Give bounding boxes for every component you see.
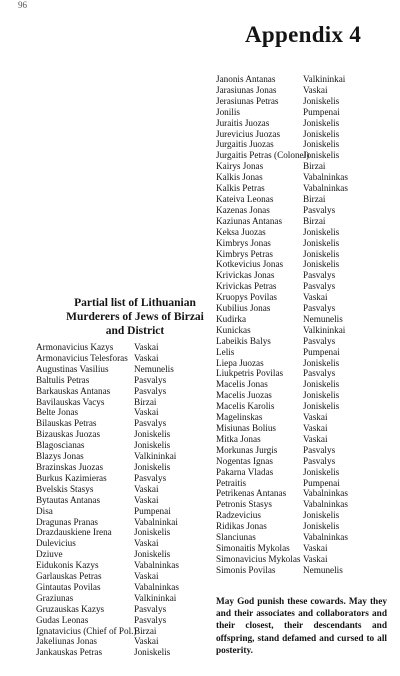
town-name: Vaskai — [134, 538, 159, 549]
list-item — [36, 386, 226, 397]
person-name: Gruzauskas Kazys — [36, 603, 105, 614]
town-name: Vabalninkas — [303, 172, 348, 183]
list-item — [216, 150, 386, 161]
person-name: Dziuve — [36, 549, 63, 560]
person-name: Graziunas — [36, 592, 74, 603]
town-name: Vaskai — [134, 483, 159, 494]
list-item — [36, 418, 226, 429]
list-item — [36, 636, 226, 647]
town-name: Pasvalys — [303, 270, 336, 281]
person-name: Gintautas Povilas — [36, 581, 101, 592]
town-name: Joniskelis — [134, 647, 171, 658]
person-name: Simonaitis Mykolas — [216, 542, 290, 553]
list-item — [216, 85, 386, 96]
person-name: Juraitis Juozas — [216, 117, 270, 128]
town-name: Joniskelis — [303, 521, 340, 532]
town-name: Pasvalys — [134, 374, 167, 385]
list-item — [216, 281, 386, 292]
list-item — [216, 347, 386, 358]
town-name: Joniskelis — [303, 237, 340, 248]
list-item — [216, 478, 386, 489]
list-item — [36, 517, 226, 528]
town-name: Vaskai — [303, 553, 328, 564]
town-name: Joniskelis — [303, 226, 340, 237]
person-name: Drazdauskiene Irena — [36, 527, 112, 538]
list-item — [36, 538, 226, 549]
list-item — [216, 456, 386, 467]
list-item — [36, 506, 226, 517]
person-name: Dragunas Pranas — [36, 516, 98, 527]
list-item — [36, 647, 226, 658]
town-name: Pumpenai — [303, 106, 340, 117]
list-item — [36, 342, 226, 353]
town-name: Joniskelis — [134, 527, 171, 538]
list-item — [36, 604, 226, 615]
list-item — [36, 451, 226, 462]
town-name: Vaskai — [303, 84, 328, 95]
person-name: Kalkis Jonas — [216, 172, 263, 183]
list-item — [216, 358, 386, 369]
person-name: Disa — [36, 505, 53, 516]
heading-line: and District — [105, 325, 165, 337]
person-name: Kotkevicius Jonas — [216, 259, 284, 270]
town-name: Joniskelis — [303, 117, 340, 128]
list-item — [216, 183, 386, 194]
list-item — [216, 423, 386, 434]
list-item — [216, 238, 386, 249]
person-name: Jurevicius Juozas — [216, 128, 281, 139]
person-name: Bizauskas Juozas — [36, 429, 101, 440]
town-name: Joniskelis — [303, 466, 340, 477]
person-name: Janonis Antanas — [216, 74, 276, 84]
person-name: Lelis — [216, 346, 235, 357]
list-item — [216, 445, 386, 456]
list-item — [216, 216, 386, 227]
list-item — [216, 205, 386, 216]
list-item — [216, 194, 386, 205]
town-name: Joniskelis — [303, 390, 340, 401]
town-name: Vabalninkas — [134, 581, 179, 592]
person-name: Simonis Povilas — [216, 564, 276, 575]
list-item — [216, 303, 386, 314]
list-item — [36, 571, 226, 582]
person-name: Petronis Stasys — [216, 499, 272, 510]
person-name: Eidukonis Kazys — [36, 560, 99, 571]
list-item — [216, 554, 386, 565]
page-number: 96 — [18, 0, 27, 10]
town-name: Joniskelis — [134, 549, 171, 560]
town-name: Vaskai — [303, 412, 328, 423]
town-name: Vabalninkas — [303, 183, 348, 194]
town-name: Pasvalys — [134, 603, 167, 614]
person-name: Kubilius Jonas — [216, 303, 271, 314]
person-name: Liepa Juozas — [216, 357, 264, 368]
list-item — [216, 543, 386, 554]
town-name: Pasvalys — [134, 614, 167, 625]
person-name: Dulevicius — [36, 538, 76, 549]
person-name: Kateiva Leonas — [216, 193, 274, 204]
person-name: Augustinas Vasilius — [36, 363, 109, 374]
list-item — [36, 560, 226, 571]
town-name: Pasvalys — [303, 444, 336, 455]
list-item — [216, 532, 386, 543]
town-name: Vaskai — [134, 571, 159, 582]
person-name: Macelis Karolis — [216, 401, 275, 412]
town-name: Joniskelis — [303, 401, 340, 412]
town-name: Joniskelis — [303, 379, 340, 390]
town-name: Valkininkai — [303, 324, 346, 335]
list-item — [36, 440, 226, 451]
person-name: Kimbrys Jonas — [216, 237, 271, 248]
right-column — [216, 74, 386, 576]
person-name: Jerasiunas Petras — [216, 95, 279, 106]
person-name: Nogentas Ignas — [216, 455, 273, 466]
list-item — [216, 401, 386, 412]
list-item — [216, 172, 386, 183]
heading-line: Partial list of Lithuanian — [74, 297, 196, 309]
person-name: Krivickas Jonas — [216, 270, 275, 281]
town-name: Vaskai — [134, 494, 159, 505]
list-item — [36, 582, 226, 593]
town-name: Pumpenai — [303, 477, 340, 488]
town-name: Pasvalys — [134, 385, 167, 396]
person-name: Burkus Kazimieras — [36, 472, 107, 483]
town-name: Nemunelis — [134, 363, 174, 374]
list-item — [216, 259, 386, 270]
town-name: Pasvalys — [303, 281, 336, 292]
town-name: Joniskelis — [134, 440, 171, 451]
person-name: Kazenas Jonas — [216, 204, 270, 215]
list-item — [36, 473, 226, 484]
list-item — [216, 74, 386, 85]
town-name: Nemunelis — [303, 313, 343, 324]
list-item — [216, 129, 386, 140]
town-name: Joniskelis — [134, 429, 171, 440]
list-item — [36, 495, 226, 506]
person-name: Krivickas Petras — [216, 281, 277, 292]
list-item — [36, 593, 226, 604]
town-name: Valkininkai — [134, 592, 177, 603]
town-name: Vaskai — [134, 342, 159, 352]
town-name: Pasvalys — [303, 204, 336, 215]
person-name: Simonavicius Mykolas — [216, 553, 301, 564]
list-item — [216, 521, 386, 532]
right-name-list — [216, 74, 386, 576]
town-name: Vaskai — [134, 407, 159, 418]
list-item — [216, 270, 386, 281]
town-name: Birzai — [303, 161, 326, 172]
town-name: Vabalninkai — [134, 516, 178, 527]
person-name: Jankauskas Petras — [36, 647, 103, 658]
list-item — [216, 412, 386, 423]
town-name: Vabalninkas — [134, 560, 179, 571]
person-name: Kruopys Povilas — [216, 292, 277, 303]
list-item — [216, 139, 386, 150]
town-name: Joniskelis — [303, 150, 340, 161]
list-item — [216, 368, 386, 379]
person-name: Kaziunas Antanas — [216, 215, 283, 226]
person-name: Bvelskis Stasys — [36, 483, 94, 494]
list-item — [216, 434, 386, 445]
person-name: Misiunas Bolius — [216, 423, 276, 433]
town-name: Birzai — [134, 396, 157, 407]
town-name: Pasvalys — [303, 368, 336, 379]
list-item — [216, 227, 386, 238]
list-item — [36, 353, 226, 364]
left-name-list — [36, 342, 226, 658]
town-name: Vabalninkas — [303, 488, 348, 499]
person-name: Barkauskas Antanas — [36, 385, 111, 396]
person-name: Kairys Jonas — [216, 161, 264, 172]
town-name: Joniskelis — [134, 461, 171, 472]
person-name: Petraitis — [216, 477, 247, 488]
person-name: Keksa Juozas — [216, 226, 266, 237]
list-item — [36, 364, 226, 375]
person-name: Macelis Jonas — [216, 379, 268, 390]
person-name: Radzevicius — [216, 510, 261, 521]
town-name: Pasvalys — [303, 335, 336, 346]
person-name: Petrikenas Antanas — [216, 488, 287, 499]
person-name: Jonilis — [216, 106, 240, 117]
person-name: Brazinskas Juozas — [36, 461, 104, 472]
person-name: Pakarna Vladas — [216, 466, 274, 477]
person-name: Macelis Juozas — [216, 390, 272, 401]
closing-curse-paragraph: May God punish these cowards. May they and their associates and collaborators and their closest, their descendants and offspring, stand defamed and cursed to all posterity. — [216, 597, 387, 656]
list-item — [216, 107, 386, 118]
list-item — [36, 527, 226, 538]
list-item — [216, 292, 386, 303]
town-name: Birzai — [134, 625, 157, 636]
person-name: Kunickas — [216, 324, 251, 335]
town-name: Vaskai — [303, 542, 328, 553]
person-name: Kimbrys Petras — [216, 248, 273, 259]
list-item — [216, 314, 386, 325]
town-name: Pasvalys — [134, 472, 167, 483]
list-item — [216, 325, 386, 336]
person-name: Garlauskas Petras — [36, 571, 102, 582]
person-name: Bytautas Antanas — [36, 494, 101, 505]
person-name: Bilauskas Petras — [36, 418, 97, 429]
person-name: Armonavicius Telesforas — [36, 352, 128, 363]
town-name: Vaskai — [134, 636, 159, 647]
heading-line: Murderers of Jews of Birzai — [66, 311, 204, 323]
list-item — [36, 429, 226, 440]
list-item — [216, 336, 386, 347]
town-name: Vaskai — [134, 352, 159, 363]
town-name: Pumpenai — [134, 505, 171, 516]
left-column — [36, 296, 226, 658]
list-item — [216, 467, 386, 478]
person-name: Jarasiunas Jonas — [216, 84, 277, 95]
town-name: Pumpenai — [303, 346, 340, 357]
list-item — [36, 407, 226, 418]
town-name: Joniskelis — [303, 95, 340, 106]
person-name: Ridikas Jonas — [216, 521, 267, 532]
person-name: Blagoscianas — [36, 440, 85, 451]
list-item — [216, 379, 386, 390]
list-item — [36, 484, 226, 495]
list-item — [216, 390, 386, 401]
list-item — [36, 462, 226, 473]
town-name: Nemunelis — [303, 564, 343, 575]
person-name: Morkunas Jurgis — [216, 444, 278, 455]
list-item — [36, 375, 226, 386]
list-item — [216, 161, 386, 172]
list-item — [216, 96, 386, 107]
list-item — [216, 249, 386, 260]
person-name: Slanciunas — [216, 532, 256, 543]
person-name: Labeikis Balys — [216, 335, 271, 346]
list-item — [36, 615, 226, 626]
list-item — [36, 626, 226, 637]
person-name: Jurgaitis Juozas — [216, 139, 274, 150]
town-name: Vaskai — [303, 423, 328, 433]
town-name: Pasvalys — [303, 455, 336, 466]
person-name: Belte Jonas — [36, 407, 79, 418]
person-name: Armonavicius Kazys — [36, 342, 114, 352]
person-name: Blazys Jonas — [36, 451, 84, 462]
town-name: Joniskelis — [303, 510, 340, 521]
town-name: Joniskelis — [303, 259, 340, 270]
list-item — [36, 549, 226, 560]
person-name: Bavilauskas Vacys — [36, 396, 105, 407]
list-item — [216, 488, 386, 499]
town-name: Vaskai — [303, 433, 328, 444]
town-name: Vabalninkas — [303, 499, 348, 510]
town-name: Joniskelis — [303, 248, 340, 259]
list-item — [36, 397, 226, 408]
person-name: Kalkis Petras — [216, 183, 265, 194]
person-name: Jurgaitis Petras (Colonel) — [216, 150, 310, 161]
list-item — [216, 499, 386, 510]
page-title: Appendix 4 — [245, 22, 362, 47]
person-name: Baltulis Petras — [36, 374, 90, 385]
town-name: Birzai — [303, 215, 326, 226]
person-name: Mitka Jonas — [216, 433, 261, 444]
list-heading — [36, 296, 226, 338]
town-name: Joniskelis — [303, 139, 340, 150]
list-item — [216, 565, 386, 576]
person-name: Gudas Leonas — [36, 614, 89, 625]
person-name: Liukpetris Povilas — [216, 368, 284, 379]
town-name: Vaskai — [303, 292, 328, 303]
town-name: Vabalninkas — [303, 532, 348, 543]
town-name: Pasvalys — [134, 418, 167, 429]
person-name: Ignatavicius (Chief of Pol.) — [36, 625, 137, 636]
list-item — [216, 118, 386, 129]
person-name: Jakeliunas Jonas — [36, 636, 97, 647]
town-name: Valkininkai — [303, 74, 346, 84]
town-name: Joniskelis — [303, 357, 340, 368]
town-name: Birzai — [303, 193, 326, 204]
person-name: Magelinskas — [216, 412, 263, 423]
town-name: Pasvalys — [303, 303, 336, 314]
list-item — [216, 510, 386, 521]
person-name: Kudirka — [216, 313, 247, 324]
town-name: Valkininkai — [134, 451, 177, 462]
town-name: Joniskelis — [303, 128, 340, 139]
